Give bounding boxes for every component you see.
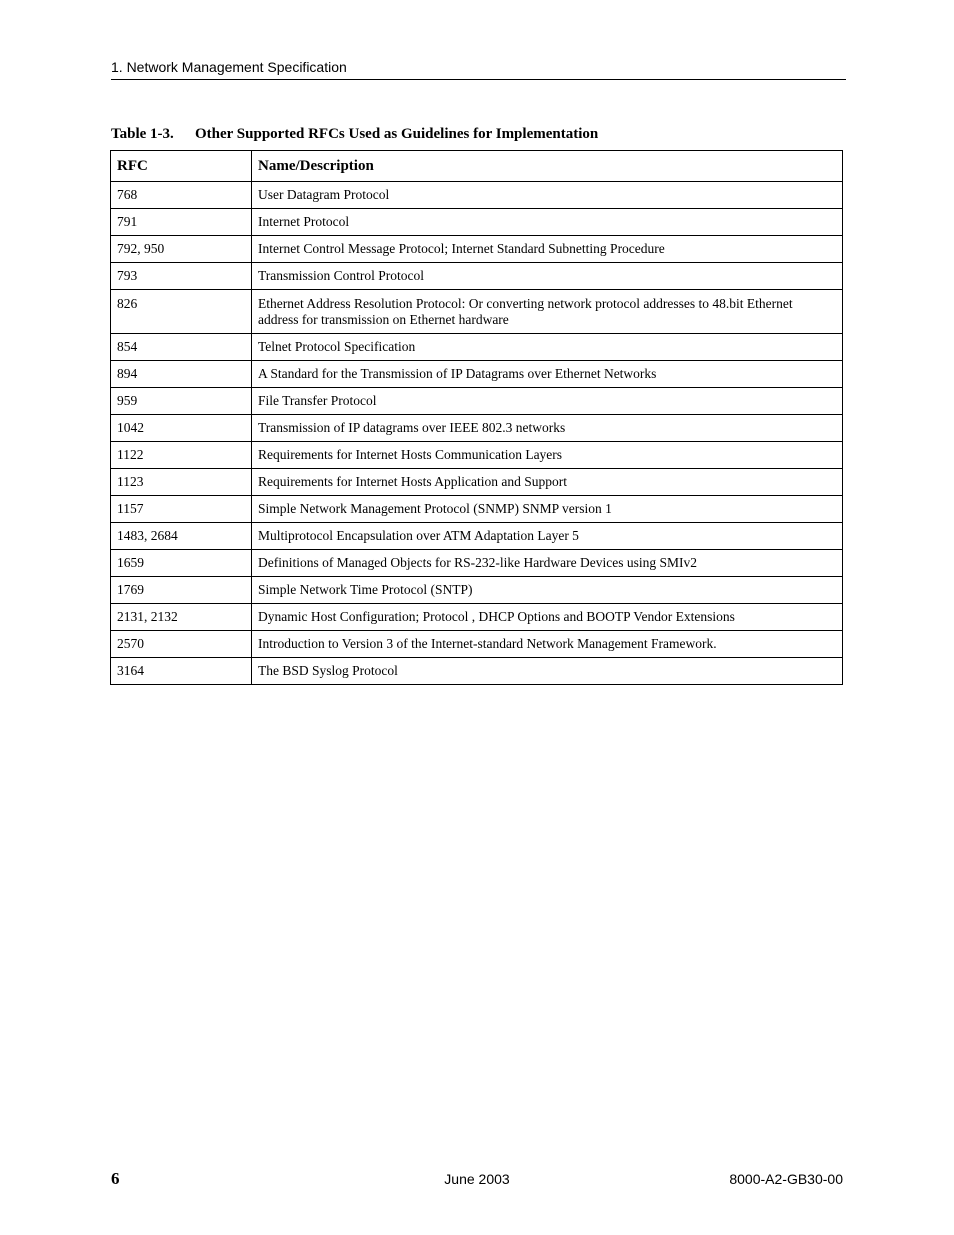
rfc-cell: 1157 xyxy=(111,496,252,523)
rfc-cell: 959 xyxy=(111,388,252,415)
description-cell: Transmission Control Protocol xyxy=(252,263,843,290)
table-caption-number: Table 1-3. xyxy=(111,126,174,142)
rfc-cell: 2131, 2132 xyxy=(111,604,252,631)
table-row xyxy=(111,658,843,685)
table-row xyxy=(111,523,843,550)
table-row xyxy=(111,496,843,523)
rfc-cell: 793 xyxy=(111,263,252,290)
rfc-cell: 1769 xyxy=(111,577,252,604)
table-row xyxy=(111,415,843,442)
rfc-cell: 1042 xyxy=(111,415,252,442)
description-cell: Requirements for Internet Hosts Application and Support xyxy=(252,469,843,496)
description-cell: The BSD Syslog Protocol xyxy=(252,658,843,685)
rfc-cell: 826 xyxy=(111,290,252,334)
rfc-cell: 792, 950 xyxy=(111,236,252,263)
column-header-description: Name/Description xyxy=(252,151,843,182)
publication-date: June 2003 xyxy=(444,1171,510,1187)
table-caption xyxy=(111,125,598,143)
description-cell: Dynamic Host Configuration; Protocol , DHCP Options and BOOTP Vendor Extensions xyxy=(252,604,843,631)
rfc-cell: 1483, 2684 xyxy=(111,523,252,550)
column-header-rfc: RFC xyxy=(111,151,252,182)
table-row xyxy=(111,182,843,209)
table-row xyxy=(111,442,843,469)
rfc-cell: 1659 xyxy=(111,550,252,577)
document-number: 8000-A2-GB30-00 xyxy=(729,1171,843,1187)
description-cell: Telnet Protocol Specification xyxy=(252,334,843,361)
table-row xyxy=(111,550,843,577)
rfc-cell: 1123 xyxy=(111,469,252,496)
table-row xyxy=(111,334,843,361)
description-cell: Internet Control Message Protocol; Internet Standard Subnetting Procedure xyxy=(252,236,843,263)
description-cell: Simple Network Management Protocol (SNMP) SNMP version 1 xyxy=(252,496,843,523)
table-row xyxy=(111,577,843,604)
description-cell: Simple Network Time Protocol (SNTP) xyxy=(252,577,843,604)
page-number: 6 xyxy=(111,1169,120,1188)
rfc-cell: 854 xyxy=(111,334,252,361)
table-row xyxy=(111,236,843,263)
description-cell: Introduction to Version 3 of the Internet-standard Network Management Framework. xyxy=(252,631,843,658)
table-row xyxy=(111,263,843,290)
rfc-table xyxy=(110,150,843,685)
description-cell: Transmission of IP datagrams over IEEE 802.3 networks xyxy=(252,415,843,442)
description-cell: Definitions of Managed Objects for RS-232-like Hardware Devices using SMIv2 xyxy=(252,550,843,577)
table-row xyxy=(111,209,843,236)
table-row xyxy=(111,290,843,334)
table-row xyxy=(111,361,843,388)
rfc-cell: 768 xyxy=(111,182,252,209)
table-caption-title: Other Supported RFCs Used as Guidelines for Implementation xyxy=(195,126,599,142)
rfc-cell: 894 xyxy=(111,361,252,388)
table-row xyxy=(111,469,843,496)
rfc-cell: 791 xyxy=(111,209,252,236)
section-title: 1. Network Management Specification xyxy=(111,59,347,75)
table-row xyxy=(111,388,843,415)
rfc-cell: 1122 xyxy=(111,442,252,469)
description-cell: A Standard for the Transmission of IP Datagrams over Ethernet Networks xyxy=(252,361,843,388)
description-cell: Requirements for Internet Hosts Communication Layers xyxy=(252,442,843,469)
description-cell: Ethernet Address Resolution Protocol: Or converting network protocol addresses to 48.bit Ethernet address for transmission on Ethernet hardware xyxy=(252,290,843,334)
description-cell: Internet Protocol xyxy=(252,209,843,236)
table-row xyxy=(111,631,843,658)
description-cell: File Transfer Protocol xyxy=(252,388,843,415)
description-cell: Multiprotocol Encapsulation over ATM Adaptation Layer 5 xyxy=(252,523,843,550)
rfc-cell: 2570 xyxy=(111,631,252,658)
running-header xyxy=(111,59,846,80)
table-header-row xyxy=(111,151,843,182)
table-row xyxy=(111,604,843,631)
rfc-cell: 3164 xyxy=(111,658,252,685)
description-cell: User Datagram Protocol xyxy=(252,182,843,209)
